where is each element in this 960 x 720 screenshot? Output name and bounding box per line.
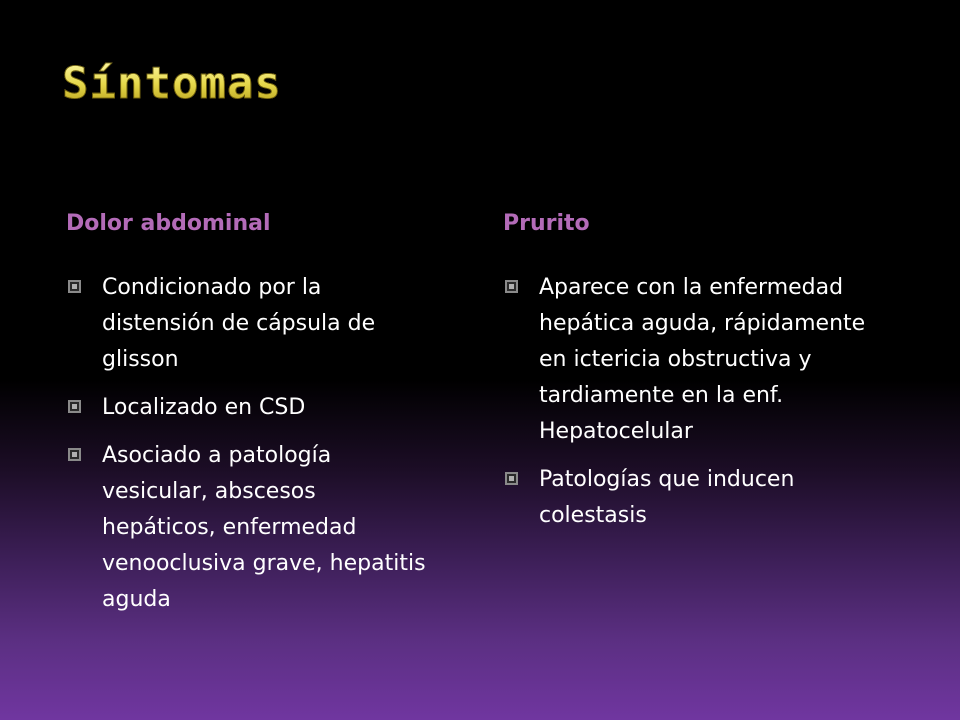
square-bullet-icon <box>505 280 518 293</box>
square-bullet-icon <box>68 400 81 413</box>
bullet-text: Localizado en CSD <box>102 395 306 420</box>
bullet-item <box>503 462 873 534</box>
column-prurito <box>503 208 873 546</box>
bullet-list <box>503 270 873 534</box>
bullet-text: Asociado a patología vesicular, abscesos hepáticos, enfermedad venooclusiva grave, hepatitis aguda <box>102 443 426 612</box>
square-bullet-icon <box>505 472 518 485</box>
bullet-item <box>66 438 426 618</box>
square-bullet-icon <box>68 448 81 461</box>
slide-title: Síntomas <box>62 58 282 109</box>
bullet-text: Aparece con la enfermedad hepática aguda, rápidamente en ictericia obstructiva y tardiamente en la enf. Hepatocelular <box>539 275 866 444</box>
column-dolor-abdominal <box>66 208 426 630</box>
column-heading: Prurito <box>503 211 590 236</box>
bullet-text: Condicionado por la distensión de cápsula de glisson <box>102 275 376 372</box>
bullet-text: Patologías que inducen colestasis <box>539 467 795 528</box>
bullet-item <box>66 390 426 426</box>
bullet-item <box>503 270 873 450</box>
bullet-list <box>66 270 426 618</box>
column-heading: Dolor abdominal <box>66 211 271 236</box>
bullet-item <box>66 270 426 378</box>
square-bullet-icon <box>68 280 81 293</box>
